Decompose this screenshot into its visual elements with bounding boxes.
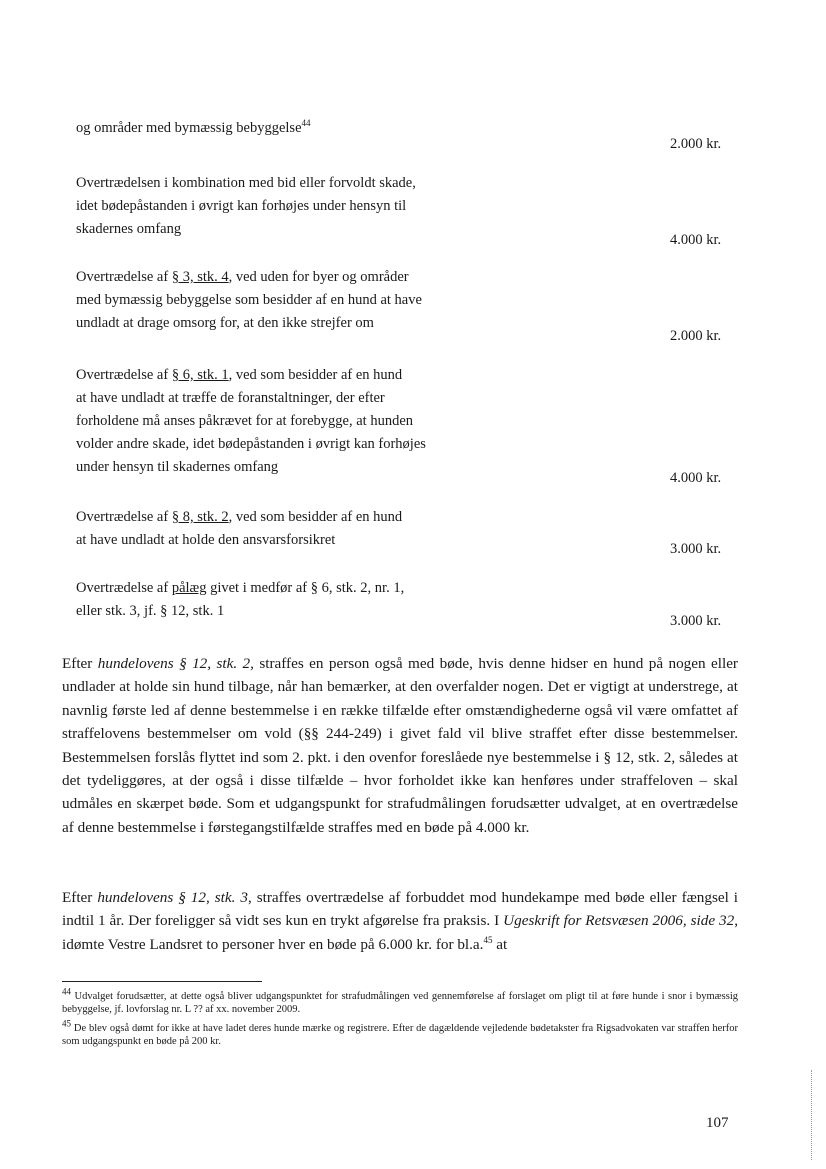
footnote-ref-44[interactable]: 44 bbox=[301, 118, 311, 129]
footnote-divider bbox=[62, 981, 262, 982]
entry-line: Overtrædelse af pålæg givet i medfør af § 6, stk. 2, nr. 1, bbox=[76, 580, 405, 596]
law-citation: hundelovens § 12, stk. 2 bbox=[97, 655, 251, 672]
entry-line: forholdene må anses påkrævet for at forebygge, at hunden bbox=[76, 413, 414, 429]
entry-text: og områder med bymæssig bebyggelse bbox=[76, 120, 302, 136]
footnote-number: 44 bbox=[62, 986, 71, 997]
fine-entry-3 bbox=[76, 266, 466, 335]
footnote-44 bbox=[62, 986, 738, 1016]
footnote-45 bbox=[62, 1018, 738, 1048]
entry-line: idet bødepåstanden i øvrigt kan forhøjes under hensyn til bbox=[76, 198, 407, 214]
entry-line: under hensyn til skadernes omfang bbox=[76, 459, 279, 475]
entry-line: at have undladt at holde den ansvarsforsikret bbox=[76, 532, 336, 548]
entry-line: volder andre skade, idet bødepåstanden i øvrigt kan forhøjes bbox=[76, 436, 426, 452]
body-paragraph-1: Efter hundelovens § 12, stk. 2, straffes en person også med bøde, hvis denne hidser en hund på nogen eller undlader at holde sin hund tilbage, når han bemærker, at den overfalder nogen. Det er vigtigt at understrege, at navnlig første led af denne bestemmelse i en række tilfælde efter omstændighederne også vil være omfattet af straffelovens bestemmelser om vold (§§ 244-249) i givet fald vil blive straffet efter disse bestemmelser. Bestemmelsen forslås flyttet ind som 2. pkt. i den ovenfor foreslåede nye bestemmelse i § 12, stk. 2, således at det tydeliggøres, at der også i disse tilfælde – hvor forholdet ikke kan henføres under straffeloven – skal udmåles en skærpet bøde. Som et udgangspunkt for strafudmålingen forudsætter udvalget, at en overtrædelse af denne bestemmelse i førstegangstilfælde straffes med en bøde på 4.000 kr. bbox=[62, 655, 738, 836]
footnote-number: 45 bbox=[62, 1018, 71, 1029]
footnote-ref-45[interactable]: 45 bbox=[483, 934, 493, 945]
fine-amount-5: 3.000 kr. bbox=[670, 541, 722, 557]
law-citation: hundelovens § 12, stk. 3 bbox=[97, 889, 248, 906]
entry-line: Overtrædelse af § 6, stk. 1, ved som besidder af en hund bbox=[76, 367, 403, 383]
law-reference-link[interactable]: § 3, stk. 4 bbox=[171, 269, 229, 285]
entry-line: Overtrædelse af § 8, stk. 2, ved som besidder af en hund bbox=[76, 509, 403, 525]
entry-line: undladt at drage omsorg for, at den ikke strejfer om bbox=[76, 315, 374, 331]
fine-entry-4 bbox=[76, 364, 466, 479]
entry-line: at have undladt at træffe de foranstaltninger, der efter bbox=[76, 390, 385, 406]
entry-line: skadernes omfang bbox=[76, 221, 182, 237]
law-reference-link[interactable]: § 6, stk. 1 bbox=[171, 367, 229, 383]
entry-line: eller stk. 3, jf. § 12, stk. 1 bbox=[76, 603, 225, 619]
footnote-text: Udvalget forudsætter, at dette også bliver udgangspunktet for strafudmålingen ved gennemførelse af forslaget om pligt til at føre hunde i snor i bymæssig bebyggelse, jf. lovforslag nr. L ?? af xx. november 2009. bbox=[62, 991, 738, 1015]
fine-entry-5 bbox=[76, 506, 466, 552]
scan-edge-mark bbox=[811, 1070, 812, 1160]
footnote-text: De blev også dømt for ikke at have ladet deres hunde mærke og registrere. Efter de dagældende vejledende bødetakster fra Rigsadvokaten var straffen herfor som udgangspunkt en bøde på 200 kr. bbox=[62, 1023, 738, 1047]
case-citation: Ugeskrift for Retsvæsen 2006, side 32 bbox=[503, 912, 735, 930]
entry-line: Overtrædelsen i kombination med bid eller forvoldt skade, bbox=[76, 175, 416, 191]
fine-entry-2 bbox=[76, 172, 466, 241]
entry-line: Overtrædelse af § 3, stk. 4, ved uden for byer og områder bbox=[76, 269, 409, 285]
law-reference-link[interactable]: pålæg bbox=[171, 580, 207, 596]
fine-amount-1: 2.000 kr. bbox=[670, 136, 722, 152]
fine-entry-6 bbox=[76, 577, 466, 623]
fine-amount-6: 3.000 kr. bbox=[670, 613, 722, 629]
page-number: 107 bbox=[706, 1115, 729, 1131]
law-reference-link[interactable]: § 8, stk. 2 bbox=[171, 509, 229, 525]
entry-line: med bymæssig bebyggelse som besidder af en hund at have bbox=[76, 292, 422, 308]
fine-entry-1 bbox=[76, 117, 466, 140]
fine-amount-3: 2.000 kr. bbox=[670, 328, 722, 344]
fine-amount-4: 4.000 kr. bbox=[670, 470, 722, 486]
body-paragraph-2: Efter hundelovens § 12, stk. 3, straffes overtrædelse af forbuddet mod hundekampe med bøde eller fængsel i indtil 1 år. Der foreligger så vidt ses kun en trykt afgørelse fra praksis. I Ugeskrift for Retsvæsen 2006, side 32, idømte Vestre Landsret to personer hver en bøde på 6.000 kr. for bl.a.$^{45}$ at bbox=[62, 889, 738, 953]
fine-amount-2: 4.000 kr. bbox=[670, 232, 722, 248]
